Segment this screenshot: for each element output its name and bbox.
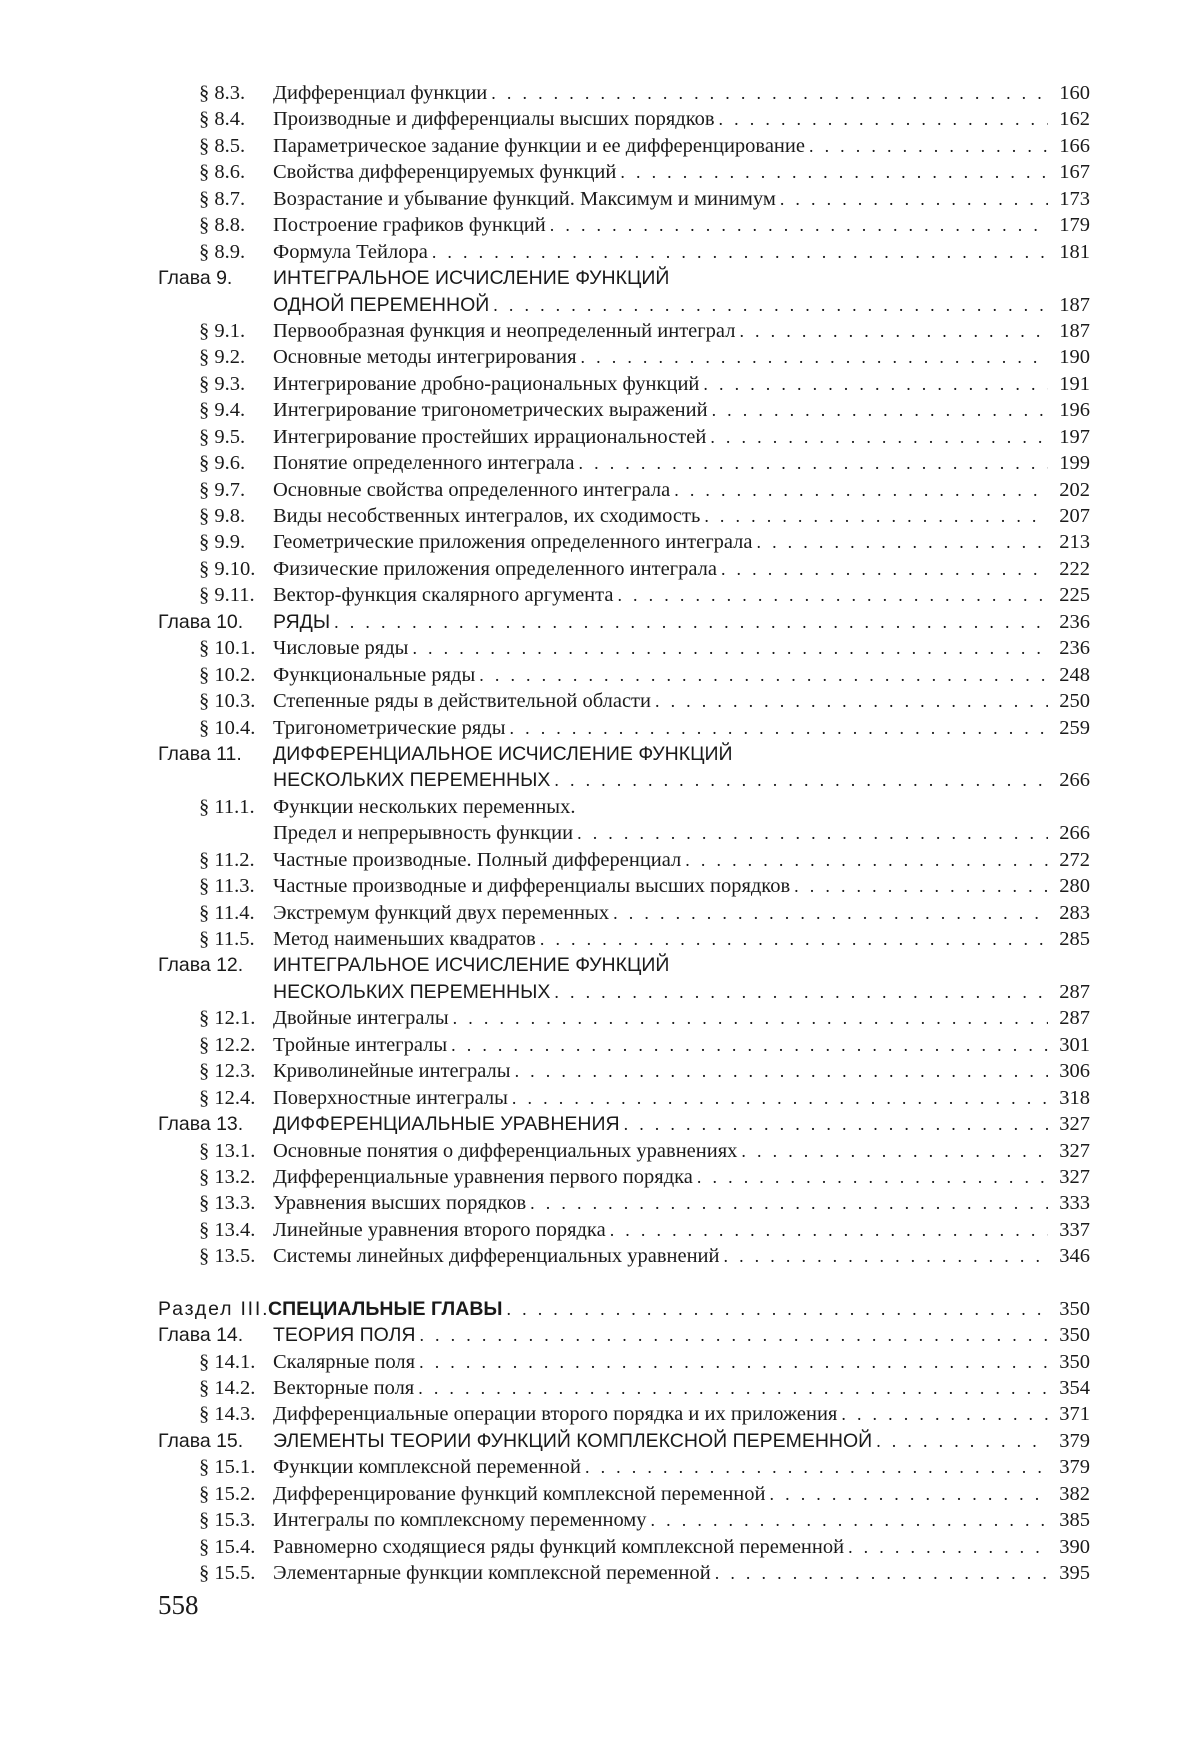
- toc-entry-page: 287: [1059, 1007, 1090, 1030]
- toc-entry-page: 248: [1059, 663, 1090, 686]
- toc-section: [158, 847, 1090, 873]
- toc-entry-label: § 10.4.: [199, 716, 256, 739]
- toc-entry-title: Понятие определенного интеграла: [273, 452, 575, 475]
- dot-leader: [581, 344, 1048, 370]
- dot-leader: [419, 1349, 1048, 1375]
- toc-entry-page: 202: [1059, 478, 1090, 501]
- toc-entry-title: Формула Тейлора: [273, 240, 428, 263]
- toc-entry-page: 346: [1059, 1245, 1090, 1268]
- toc-entry-page: 280: [1059, 875, 1090, 898]
- toc-entry-page: 350: [1059, 1297, 1090, 1320]
- dot-leader: [550, 212, 1048, 238]
- toc-entry-page: 187: [1059, 319, 1090, 342]
- toc-entry-title: Равномерно сходящиеся ряды функций комплексной переменной: [273, 1535, 845, 1558]
- toc-entry-label: Глава 10.: [158, 610, 244, 633]
- toc-entry-label: Глава 11.: [158, 742, 242, 765]
- toc-entry-label: § 9.10.: [199, 557, 256, 580]
- toc-entry-title: Тройные интегралы: [273, 1033, 448, 1056]
- toc-entry-title: Функциональные ряды: [273, 663, 476, 686]
- toc-section: [158, 186, 1090, 212]
- toc-entry-page: 207: [1059, 505, 1090, 527]
- toc-entry-title: Интегрирование простейших иррациональностей: [273, 425, 707, 448]
- toc-entry-page: 371: [1059, 1403, 1090, 1426]
- dot-leader: [419, 1322, 1048, 1348]
- toc-section: [158, 715, 1090, 741]
- dot-leader: [723, 1243, 1048, 1269]
- toc-entry-page: 167: [1059, 161, 1090, 184]
- toc-entry-label: § 12.2.: [199, 1033, 256, 1056]
- dot-leader: [841, 1401, 1048, 1427]
- toc-section: [158, 1560, 1090, 1586]
- toc-entry-label: § 13.5.: [199, 1245, 256, 1268]
- toc-entry-title: Вектор-функция скалярного аргумента: [273, 584, 614, 607]
- toc-entry-title: Виды несобственных интегралов, их сходимость: [273, 505, 701, 527]
- dot-leader: [703, 371, 1048, 397]
- toc-entry-page: 379: [1059, 1429, 1090, 1452]
- toc-section: [158, 477, 1090, 503]
- toc-entry-title: Степенные ряды в действительной области: [273, 690, 651, 713]
- toc-entry-label: § 15.3.: [199, 1509, 256, 1532]
- toc-section: [158, 159, 1090, 185]
- toc-entry-title: Предел и непрерывность функции: [273, 822, 574, 845]
- toc-entry-title: Основные понятия о дифференциальных уравнениях: [273, 1139, 738, 1162]
- toc-entry-page: 390: [1059, 1535, 1090, 1558]
- toc-section: [158, 1534, 1090, 1560]
- toc-entry-title: Функции комплексной переменной: [273, 1456, 581, 1479]
- toc-entry-title: Частные производные. Полный дифференциал: [273, 848, 682, 871]
- toc-entry-label: § 15.2.: [199, 1482, 256, 1505]
- dot-leader: [655, 688, 1048, 714]
- toc-entry-title: НЕСКОЛЬКИХ ПЕРЕМЕННЫХ: [273, 980, 551, 1003]
- dot-leader: [491, 80, 1048, 106]
- dot-leader: [579, 450, 1049, 476]
- dot-leader: [610, 1217, 1048, 1243]
- toc-entry-label: § 9.1.: [199, 319, 246, 342]
- toc-section: [158, 1217, 1090, 1243]
- toc-entry-page: 225: [1059, 584, 1090, 607]
- toc-entry-page: 306: [1059, 1060, 1090, 1083]
- toc-entry-title: ДИФФЕРЕНЦИАЛЬНЫЕ УРАВНЕНИЯ: [273, 1113, 620, 1136]
- toc-entry-label: § 15.1.: [199, 1456, 256, 1479]
- toc-entry-page: 354: [1059, 1377, 1090, 1399]
- toc-entry-label: § 9.7.: [199, 478, 246, 501]
- toc-entry-label: § 9.5.: [199, 425, 246, 448]
- toc-entry-page: 327: [1059, 1139, 1090, 1162]
- toc-entry-page: 250: [1059, 690, 1090, 713]
- dot-leader: [712, 397, 1048, 423]
- toc-entry-label: § 8.8.: [199, 214, 246, 237]
- toc-entry-label: § 11.4.: [199, 901, 255, 924]
- dot-leader: [756, 529, 1048, 555]
- toc-entry-page: 179: [1059, 214, 1090, 237]
- toc-entry-label: § 9.2.: [199, 346, 246, 369]
- toc-entry-page: 187: [1059, 293, 1090, 316]
- toc-entry-label: Глава 9.: [158, 267, 233, 290]
- toc-entry-label: § 15.4.: [199, 1535, 256, 1558]
- toc-section: [158, 1085, 1090, 1111]
- toc-section: [158, 794, 1090, 820]
- toc-entry-title: Системы линейных дифференциальных уравнений: [273, 1245, 720, 1268]
- toc-entry-title: ДИФФЕРЕНЦИАЛЬНОЕ ИСЧИСЛЕНИЕ ФУНКЦИЙ: [273, 742, 733, 765]
- toc-entry-page: 162: [1059, 108, 1090, 131]
- toc-entry-label: § 9.9.: [199, 531, 246, 554]
- toc-entry-label: § 8.3.: [199, 82, 246, 104]
- toc-section: [158, 1375, 1090, 1401]
- toc-entry-label: § 13.1.: [199, 1139, 256, 1162]
- toc-section: [158, 926, 1090, 952]
- dot-leader: [451, 1032, 1048, 1058]
- toc-entry-label: § 11.1.: [199, 795, 255, 818]
- dot-leader: [577, 820, 1048, 846]
- toc-entry-title: Частные производные и дифференциалы высших порядков: [273, 875, 791, 898]
- dot-leader: [512, 1085, 1048, 1111]
- toc-section: [158, 1058, 1090, 1084]
- toc-entry-title: Поверхностные интегралы: [273, 1086, 508, 1109]
- table-of-contents: [158, 80, 1090, 1587]
- toc-entry-title: НЕСКОЛЬКИХ ПЕРЕМЕННЫХ: [273, 769, 551, 792]
- toc-entry-label: Глава 13.: [158, 1113, 244, 1136]
- toc-section: [158, 688, 1090, 714]
- toc-entry-label: § 13.2.: [199, 1165, 256, 1188]
- toc-entry-page: 199: [1059, 452, 1090, 475]
- toc-section: [158, 635, 1090, 661]
- toc-entry-page: 382: [1059, 1482, 1090, 1505]
- toc-chapter: [158, 741, 1090, 767]
- toc-entry-label: § 8.9.: [199, 240, 246, 263]
- toc-entry-page: 379: [1059, 1456, 1090, 1479]
- dot-leader: [651, 1507, 1048, 1533]
- dot-leader: [704, 503, 1048, 529]
- toc-entry-label: § 14.3.: [199, 1403, 256, 1426]
- toc-entry-label: § 15.5.: [199, 1562, 256, 1585]
- toc-entry-page: 318: [1059, 1086, 1090, 1109]
- toc-entry-title: Тригонометрические ряды: [273, 716, 506, 739]
- dot-leader: [710, 424, 1048, 450]
- toc-entry-page: 385: [1059, 1509, 1090, 1532]
- dot-leader: [780, 186, 1048, 212]
- toc-entry-title: СПЕЦИАЛЬНЫЕ ГЛАВЫ: [268, 1297, 503, 1320]
- toc-entry-page: 236: [1059, 637, 1090, 660]
- toc-section: [158, 1138, 1090, 1164]
- toc-entry-title: Основные свойства определенного интеграла: [273, 478, 671, 501]
- toc-entry-label: § 8.6.: [199, 161, 246, 184]
- toc-entry-label: § 10.2.: [199, 663, 256, 686]
- toc-entry-label: § 11.3.: [199, 875, 255, 898]
- toc-section: [158, 424, 1090, 450]
- toc-entry-title: Элементарные функции комплексной переменной: [273, 1562, 711, 1585]
- toc-section: [158, 133, 1090, 159]
- toc-entry-label: Глава 12.: [158, 954, 244, 977]
- toc-chapter: [158, 767, 1090, 793]
- toc-entry-title: Числовые ряды: [273, 637, 409, 660]
- toc-entry-page: 173: [1059, 187, 1090, 210]
- toc-chapter: [158, 292, 1090, 318]
- toc-section: [158, 1481, 1090, 1507]
- toc-entry-page: 236: [1059, 610, 1090, 633]
- toc-entry-label: § 14.1.: [199, 1350, 256, 1373]
- toc-entry-page: 196: [1059, 399, 1090, 422]
- toc-section: [158, 900, 1090, 926]
- toc-section: [158, 873, 1090, 899]
- toc-entry-title: Двойные интегралы: [273, 1007, 449, 1030]
- toc-entry-title: Дифференциал функции: [273, 82, 488, 104]
- toc-entry-page: 350: [1059, 1350, 1090, 1373]
- toc-entry-title: Физические приложения определенного интеграла: [273, 557, 717, 580]
- toc-section: [158, 582, 1090, 608]
- toc-entry-title: РЯДЫ: [273, 610, 331, 633]
- toc-section: [158, 1032, 1090, 1058]
- dot-leader: [674, 477, 1048, 503]
- dot-leader: [334, 609, 1048, 635]
- toc-entry-label: § 9.8.: [199, 505, 246, 527]
- dot-leader: [739, 318, 1048, 344]
- toc-section: [158, 1507, 1090, 1533]
- toc-chapter: [158, 952, 1090, 978]
- toc-entry-page: 160: [1059, 82, 1090, 104]
- page-number: 558: [158, 1590, 199, 1620]
- toc-entry-title: Дифференциальные уравнения первого порядка: [273, 1165, 693, 1188]
- toc-entry-label: § 8.7.: [199, 187, 246, 210]
- toc-entry-title: Геометрические приложения определенного интеграла: [273, 531, 753, 554]
- dot-leader: [432, 239, 1048, 265]
- toc-entry-label: § 13.3.: [199, 1192, 256, 1215]
- dot-leader: [418, 1375, 1048, 1401]
- dot-leader: [770, 1481, 1049, 1507]
- toc-entry-page: 191: [1059, 372, 1090, 395]
- toc-entry-page: 272: [1059, 848, 1090, 871]
- toc-entry-label: § 11.5.: [199, 928, 255, 950]
- toc-entry-label: § 10.1.: [199, 637, 256, 660]
- dot-leader: [809, 133, 1048, 159]
- toc-section: [158, 662, 1090, 688]
- toc-section: [158, 371, 1090, 397]
- toc-section: [158, 106, 1090, 132]
- toc-entry-page: 283: [1059, 901, 1090, 924]
- toc-entry-label: Глава 15.: [158, 1429, 244, 1452]
- dot-leader: [697, 1164, 1048, 1190]
- toc-entry-label: § 8.5.: [199, 134, 246, 157]
- toc-section: [158, 450, 1090, 476]
- dot-leader: [719, 106, 1048, 132]
- toc-entry-label: § 9.11.: [199, 584, 255, 607]
- toc-entry-label: § 10.3.: [199, 690, 256, 713]
- dot-leader: [848, 1534, 1048, 1560]
- toc-entry-title: Дифференцирование функций комплексной переменной: [273, 1482, 766, 1505]
- dot-leader: [479, 662, 1048, 688]
- toc-section: [158, 1349, 1090, 1375]
- toc-section: [158, 1005, 1090, 1031]
- dot-leader: [617, 582, 1048, 608]
- toc-entry-page: 350: [1059, 1324, 1090, 1347]
- toc-entry-label: Раздел III.: [158, 1297, 270, 1320]
- dot-leader: [493, 292, 1048, 318]
- toc-entry-label: § 14.2.: [199, 1377, 256, 1399]
- toc-entry-title: Интегрирование тригонометрических выражений: [273, 399, 708, 422]
- dot-leader: [685, 847, 1048, 873]
- toc-entry-label: § 11.2.: [199, 848, 255, 871]
- toc-entry-title: Построение графиков функций: [273, 214, 546, 237]
- toc-entry-title: Интегрирование дробно-рациональных функций: [273, 372, 700, 395]
- toc-entry-label: § 12.3.: [199, 1060, 256, 1083]
- dot-leader: [412, 635, 1048, 661]
- toc-entry-page: 190: [1059, 346, 1090, 369]
- toc-entry-page: 266: [1059, 822, 1090, 845]
- toc-entry-title: ОДНОЙ ПЕРЕМЕННОЙ: [273, 293, 490, 316]
- dot-leader: [624, 1111, 1048, 1137]
- toc-entry-title: Скалярные поля: [273, 1350, 416, 1373]
- dot-leader: [554, 979, 1048, 1005]
- toc-entry-label: § 12.1.: [199, 1007, 256, 1030]
- toc-chapter: [158, 979, 1090, 1005]
- toc-entry-page: 327: [1059, 1113, 1090, 1136]
- toc-section: [158, 1243, 1090, 1269]
- toc-chapter: [158, 265, 1090, 291]
- toc-section: [158, 1164, 1090, 1190]
- toc-chapter: [158, 609, 1090, 635]
- toc-entry-title: Интегралы по комплексному переменному: [273, 1509, 647, 1532]
- toc-entry-label: § 12.4.: [199, 1086, 256, 1109]
- toc-entry-title: Линейные уравнения второго порядка: [273, 1218, 606, 1241]
- toc-entry-title: Параметрическое задание функции и ее дифференцирование: [273, 134, 805, 157]
- toc-entry-page: 287: [1059, 980, 1090, 1003]
- toc-section: [158, 212, 1090, 238]
- toc-entry-page: 266: [1059, 769, 1090, 792]
- toc-entry-page: 222: [1059, 557, 1090, 580]
- toc-entry-title: Метод наименьших квадратов: [273, 928, 536, 950]
- toc-entry-title: Криволинейные интегралы: [273, 1060, 511, 1083]
- toc-entry-page: 181: [1059, 240, 1090, 263]
- toc-entry-title: Дифференциальные операции второго порядка и их приложения: [273, 1403, 838, 1426]
- dot-leader: [515, 1058, 1048, 1084]
- dot-leader: [876, 1428, 1048, 1454]
- toc-entry-title: Векторные поля: [273, 1377, 415, 1399]
- toc-entry-page: 213: [1059, 531, 1090, 554]
- toc-entry-page: 285: [1059, 928, 1090, 950]
- dot-leader: [715, 1560, 1048, 1586]
- dot-leader: [794, 873, 1048, 899]
- toc-entry-title: Основные методы интегрирования: [273, 346, 577, 369]
- toc-entry-title: Первообразная функция и неопределенный интеграл: [273, 319, 736, 342]
- dot-leader: [510, 715, 1049, 741]
- dot-leader: [530, 1190, 1048, 1216]
- toc-section: [158, 503, 1090, 529]
- toc-entry-label: § 8.4.: [199, 108, 246, 131]
- toc-entry-label: § 13.4.: [199, 1218, 256, 1241]
- toc-entry-page: 333: [1059, 1192, 1090, 1215]
- toc-chapter: [158, 1428, 1090, 1454]
- dot-leader: [540, 926, 1048, 952]
- toc-entry-title: Функции нескольких переменных.: [273, 795, 576, 818]
- toc-part: [158, 1296, 1090, 1322]
- toc-entry-page: 395: [1059, 1562, 1090, 1585]
- toc-entry-label: § 9.6.: [199, 452, 246, 475]
- toc-entry-title: Производные и дифференциалы высших порядков: [273, 108, 715, 131]
- toc-entry-page: 197: [1059, 425, 1090, 448]
- toc-section: [158, 344, 1090, 370]
- dot-leader: [453, 1005, 1048, 1031]
- dot-leader: [741, 1138, 1048, 1164]
- toc-entry-title: ИНТЕГРАЛЬНОЕ ИСЧИСЛЕНИЕ ФУНКЦИЙ: [273, 267, 670, 290]
- toc-entry-title: Свойства дифференцируемых функций: [273, 161, 617, 184]
- toc-entry-page: 259: [1059, 716, 1090, 739]
- toc-section: [158, 556, 1090, 582]
- toc-entry-page: 301: [1059, 1033, 1090, 1056]
- dot-leader: [721, 556, 1048, 582]
- toc-section: [158, 1401, 1090, 1427]
- toc-entry-label: § 9.3.: [199, 372, 246, 395]
- toc-section: [158, 529, 1090, 555]
- toc-entry-title: Возрастание и убывание функций. Максимум и минимум: [273, 187, 776, 210]
- toc-chapter: [158, 1322, 1090, 1348]
- dot-leader: [613, 900, 1048, 926]
- toc-entry-title: ТЕОРИЯ ПОЛЯ: [273, 1324, 416, 1347]
- toc-section: [158, 1190, 1090, 1216]
- toc-entry-page: 327: [1059, 1165, 1090, 1188]
- toc-entry-page: 337: [1059, 1218, 1090, 1241]
- toc-section: [158, 1454, 1090, 1480]
- toc-entry-title: ИНТЕГРАЛЬНОЕ ИСЧИСЛЕНИЕ ФУНКЦИЙ: [273, 954, 670, 977]
- dot-leader: [585, 1454, 1048, 1480]
- toc-section: [158, 318, 1090, 344]
- toc-entry-title: Экстремум функций двух переменных: [273, 901, 610, 924]
- dot-leader: [507, 1296, 1049, 1322]
- toc-section: [158, 397, 1090, 423]
- toc-section: [158, 80, 1090, 106]
- toc-entry-label: § 9.4.: [199, 399, 246, 422]
- toc-entry-title: Уравнения высших порядков: [273, 1192, 527, 1215]
- dot-leader: [554, 767, 1048, 793]
- toc-section: [158, 239, 1090, 265]
- toc-entry-label: Глава 14.: [158, 1324, 244, 1347]
- toc-chapter: [158, 1111, 1090, 1137]
- toc-entry-page: 166: [1059, 134, 1090, 157]
- dot-leader: [620, 159, 1048, 185]
- toc-entry-title: ЭЛЕМЕНТЫ ТЕОРИИ ФУНКЦИЙ КОМПЛЕКСНОЙ ПЕРЕМЕННОЙ: [273, 1429, 873, 1452]
- toc-section: [158, 820, 1090, 846]
